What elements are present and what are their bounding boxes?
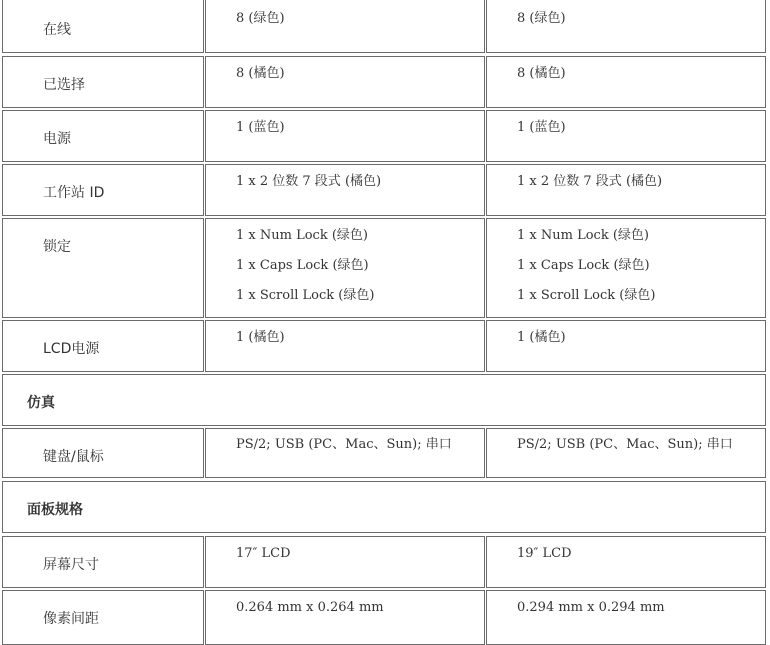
num-lock-value: 1 x Num Lock (绿色): [517, 228, 649, 243]
station-id-value-b: 1 x 2 位数 7 段式 (橘色): [517, 174, 663, 189]
value-cell: [205, 110, 485, 162]
row-label-cell: [2, 0, 204, 53]
value-cell: [486, 428, 766, 478]
section-title-emulation: 仿真: [27, 395, 55, 411]
value-cell: [205, 56, 485, 108]
row-label-screen-size: 屏幕尺寸: [43, 557, 99, 573]
row-label-cell: [2, 590, 204, 645]
power-value-a: 1 (蓝色): [236, 120, 285, 135]
row-label-power: 电源: [43, 131, 71, 147]
row-label-online: 在线: [43, 22, 71, 38]
value-cell: [205, 590, 485, 645]
value-cell: [486, 590, 766, 645]
station-id-value-a: 1 x 2 位数 7 段式 (橘色): [236, 174, 382, 189]
row-label-lock: 锁定: [43, 239, 71, 255]
section-title-panel-specs: 面板规格: [27, 502, 83, 518]
online-value-a: 8 (绿色): [236, 11, 285, 26]
scroll-lock-value: 1 x Scroll Lock (绿色): [236, 288, 375, 303]
caps-lock-value: 1 x Caps Lock (绿色): [236, 258, 369, 273]
pixel-pitch-value-a: 0.264 mm x 0.264 mm: [236, 600, 384, 615]
keyboard-mouse-value-a: PS/2; USB (PC、Mac、Sun); 串口: [236, 437, 452, 452]
scroll-lock-value: 1 x Scroll Lock (绿色): [517, 288, 656, 303]
row-label-cell: [2, 56, 204, 108]
value-cell: [205, 0, 485, 53]
lcd-power-value-a: 1 (橘色): [236, 330, 285, 345]
selected-value-a: 8 (橘色): [236, 66, 285, 81]
value-cell: [205, 164, 485, 216]
row-label-keyboard-mouse: 键盘/鼠标: [43, 449, 104, 465]
row-label-cell: [2, 428, 204, 478]
value-cell: [205, 428, 485, 478]
section-header-row: [2, 374, 766, 426]
power-value-b: 1 (蓝色): [517, 120, 566, 135]
selected-value-b: 8 (橘色): [517, 66, 566, 81]
row-label-cell: [2, 536, 204, 588]
value-cell: [486, 164, 766, 216]
row-label-cell: [2, 164, 204, 216]
pixel-pitch-value-b: 0.294 mm x 0.294 mm: [517, 600, 665, 615]
lcd-power-value-b: 1 (橘色): [517, 330, 566, 345]
row-label-cell: [2, 110, 204, 162]
section-header-row: [2, 481, 766, 533]
lock-values-b: [517, 221, 655, 311]
value-cell: [205, 320, 485, 372]
row-label-lcd-power: LCD电源: [43, 341, 100, 357]
row-label-cell: [2, 218, 204, 318]
row-label-selected: 已选择: [43, 77, 85, 93]
value-cell: [205, 218, 485, 318]
value-cell: [486, 218, 766, 318]
num-lock-value: 1 x Num Lock (绿色): [236, 228, 368, 243]
row-label-cell: [2, 320, 204, 372]
online-value-b: 8 (绿色): [517, 11, 566, 26]
value-cell: [205, 536, 485, 588]
value-cell: [486, 56, 766, 108]
screen-size-value-b: 19″ LCD: [517, 546, 572, 561]
value-cell: [486, 110, 766, 162]
lock-values-a: [236, 221, 374, 311]
caps-lock-value: 1 x Caps Lock (绿色): [517, 258, 650, 273]
keyboard-mouse-value-b: PS/2; USB (PC、Mac、Sun); 串口: [517, 437, 733, 452]
value-cell: [486, 0, 766, 53]
screen-size-value-a: 17″ LCD: [236, 546, 291, 561]
value-cell: [486, 536, 766, 588]
row-label-station-id: 工作站 ID: [43, 185, 105, 201]
value-cell: [486, 320, 766, 372]
row-label-pixel-pitch: 像素间距: [43, 611, 99, 627]
